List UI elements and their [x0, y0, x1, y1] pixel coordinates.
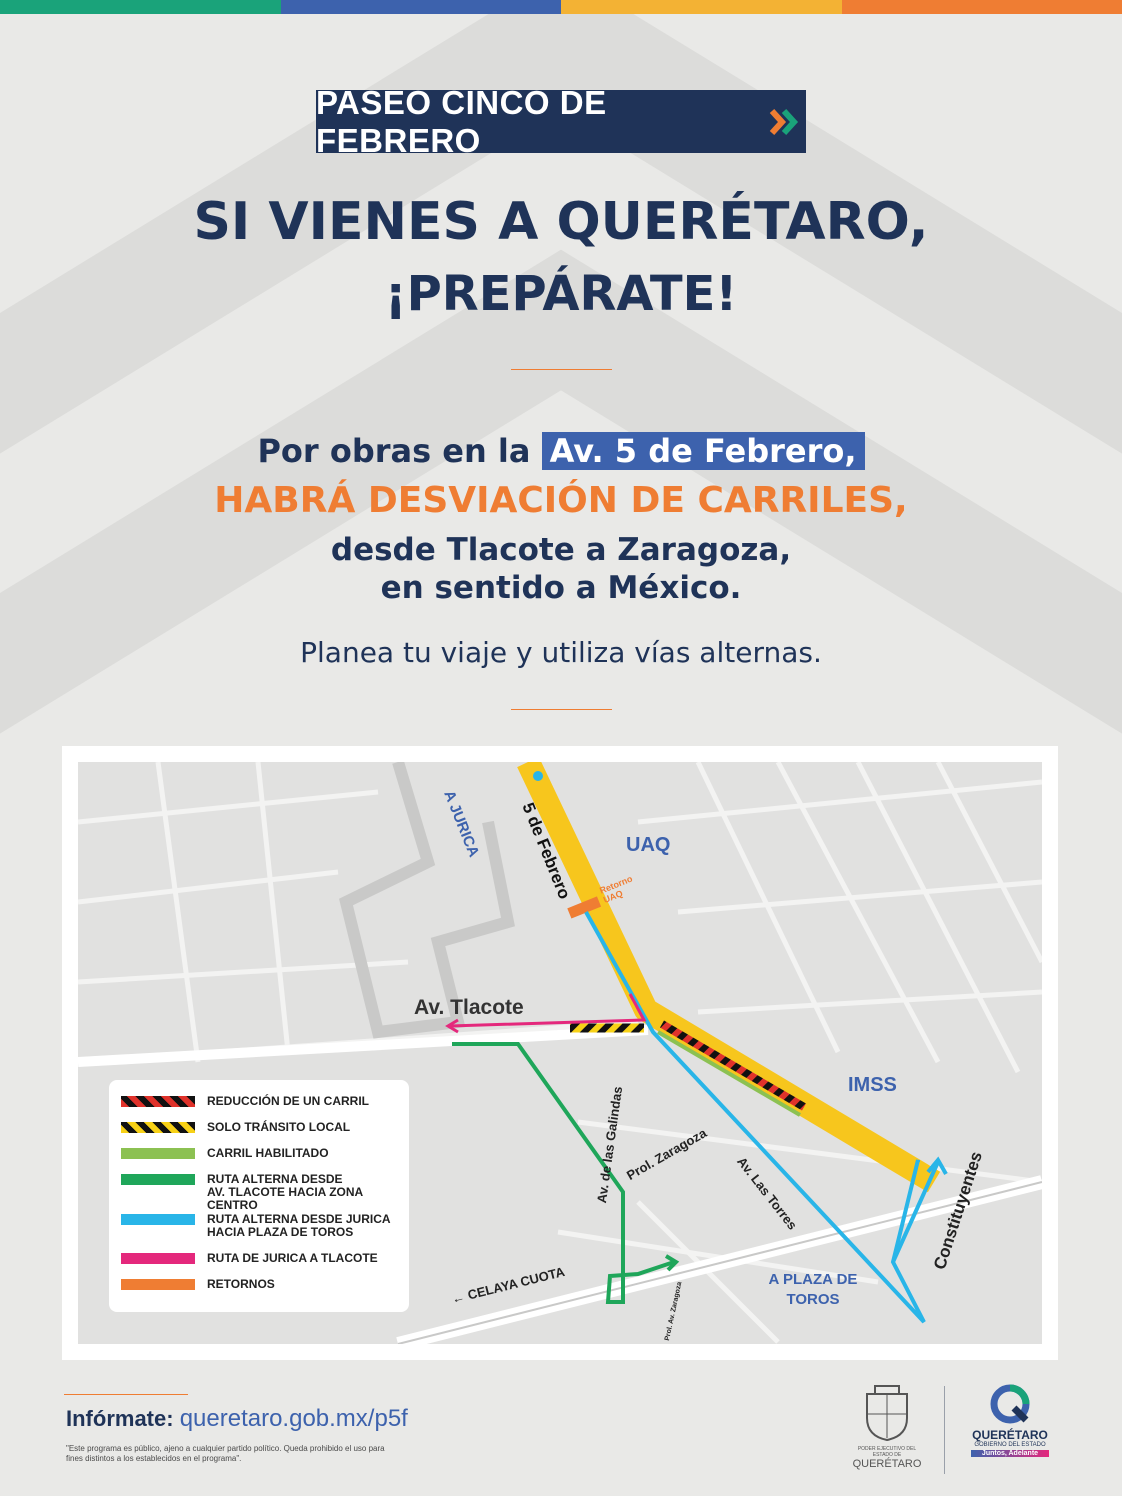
legend-swatch [121, 1279, 195, 1290]
logo2-name: QUERÉTARO [972, 1428, 1048, 1442]
label-a-jurica: A JURICA [440, 788, 483, 860]
logo2-subtitle: GOBIERNO DEL ESTADO [974, 1442, 1046, 1448]
informate-label: Infórmate: [66, 1406, 174, 1431]
headline-line-1: SI VIENES A QUERÉTARO, [193, 192, 929, 252]
logo-separator [944, 1386, 945, 1474]
location-pin-icon [533, 771, 543, 781]
informate-url-link[interactable]: queretaro.gob.mx/p5f [179, 1405, 408, 1432]
message-highlight: Av. 5 de Febrero, [542, 432, 865, 470]
av-tlacote-road [78, 1030, 648, 1062]
q-logo-icon [990, 1384, 1030, 1424]
legend-label: REDUCCIÓN DE UN CARRIL [207, 1094, 369, 1108]
message-line-5: Planea tu viaje y utiliza vías alternas. [300, 636, 822, 669]
label-celaya-cuota-text: CELAYA CUOTA [466, 1263, 567, 1303]
legend-swatch [121, 1148, 195, 1159]
legend-label: SOLO TRÁNSITO LOCAL [207, 1120, 351, 1134]
legend-label: RUTA DE JURICA A TLACOTE [207, 1251, 378, 1265]
legend-swatch [121, 1253, 195, 1264]
divider [511, 369, 612, 370]
informate-line [66, 1405, 408, 1433]
legend-item [121, 1213, 391, 1239]
legend-label: CARRIL HABILITADO [207, 1146, 329, 1160]
label-av-las-torres: Av. Las Torres [734, 1154, 801, 1233]
label-imss: IMSS [848, 1074, 897, 1096]
label-prol-av-zaragoza: Prol. Av. Zaragoza [664, 1281, 684, 1342]
logo1-name: QUERÉTARO [852, 1458, 922, 1470]
message-line-4: en sentido a México. [380, 570, 742, 606]
message-prefix: Por obras en la [257, 432, 531, 470]
legend-swatch [121, 1174, 195, 1185]
coat-of-arms-icon [861, 1384, 913, 1442]
legend-label: RUTA ALTERNA DESDE AV. TLACOTE HACIA ZONA CENTRO [207, 1172, 363, 1212]
label-constituyentes: Constituyentes [930, 1149, 987, 1272]
map-legend [109, 1080, 409, 1312]
logo1-small-text: PODER EJECUTIVO DEL ESTADO DE [857, 1446, 917, 1458]
label-5-de-febrero: 5 de Febrero [518, 800, 575, 902]
disclaimer-text: "Este programa es público, ajeno a cualquier partido político. Queda prohibido el uso para fines distintos a los establecidos en el programa". [66, 1444, 385, 1463]
legend-swatch [121, 1214, 195, 1225]
top-color-stripe [0, 0, 1122, 14]
legend-item [121, 1278, 275, 1291]
route-map [78, 762, 1042, 1344]
legend-item [121, 1095, 369, 1108]
legend-item [121, 1147, 329, 1160]
label-av-galindas: Av. de las Galindas [594, 1085, 626, 1205]
message-line-3: desde Tlacote a Zaragoza, [330, 532, 792, 568]
state-seal-logo [848, 1384, 926, 1476]
label-av-tlacote: Av. Tlacote [414, 996, 524, 1019]
legend-item [121, 1252, 378, 1265]
project-title-badge [316, 83, 806, 159]
label-prol-zaragoza: Prol. Zaragoza [624, 1125, 710, 1183]
legend-label: RETORNOS [207, 1277, 275, 1291]
message-line-1 [0, 432, 1122, 470]
map-frame [62, 746, 1058, 1360]
queretaro-government-logo [962, 1384, 1058, 1476]
logo2-tagline: Juntos, Adelante [971, 1450, 1049, 1457]
legend-item [121, 1121, 350, 1134]
label-a-plaza-de-toros: A PLAZA DE TOROS [768, 1271, 858, 1308]
headline-line-2: ¡PREPÁRATE! [384, 266, 738, 322]
gray-boulevard [346, 762, 508, 1032]
label-uaq: UAQ [626, 834, 671, 856]
footer-divider [64, 1394, 188, 1395]
label-celaya-cuota: ← CELAYA CUOTA [450, 1263, 567, 1307]
label-retorno-uaq: Retorno UAQ [598, 873, 634, 906]
legend-label: RUTA ALTERNA DESDE JURICA HACIA PLAZA DE TOROS [207, 1212, 391, 1239]
message-line-2: HABRÁ DESVIACIÓN DE CARRILES, [214, 480, 908, 521]
legend-item [121, 1173, 409, 1212]
legend-swatch [121, 1122, 195, 1133]
legend-swatch [121, 1096, 195, 1107]
divider [511, 709, 612, 710]
enabled-lane-segment [658, 1032, 800, 1115]
project-title: PASEO CINCO DE FEBRERO [316, 83, 607, 159]
double-chevron-right-icon [768, 107, 806, 137]
